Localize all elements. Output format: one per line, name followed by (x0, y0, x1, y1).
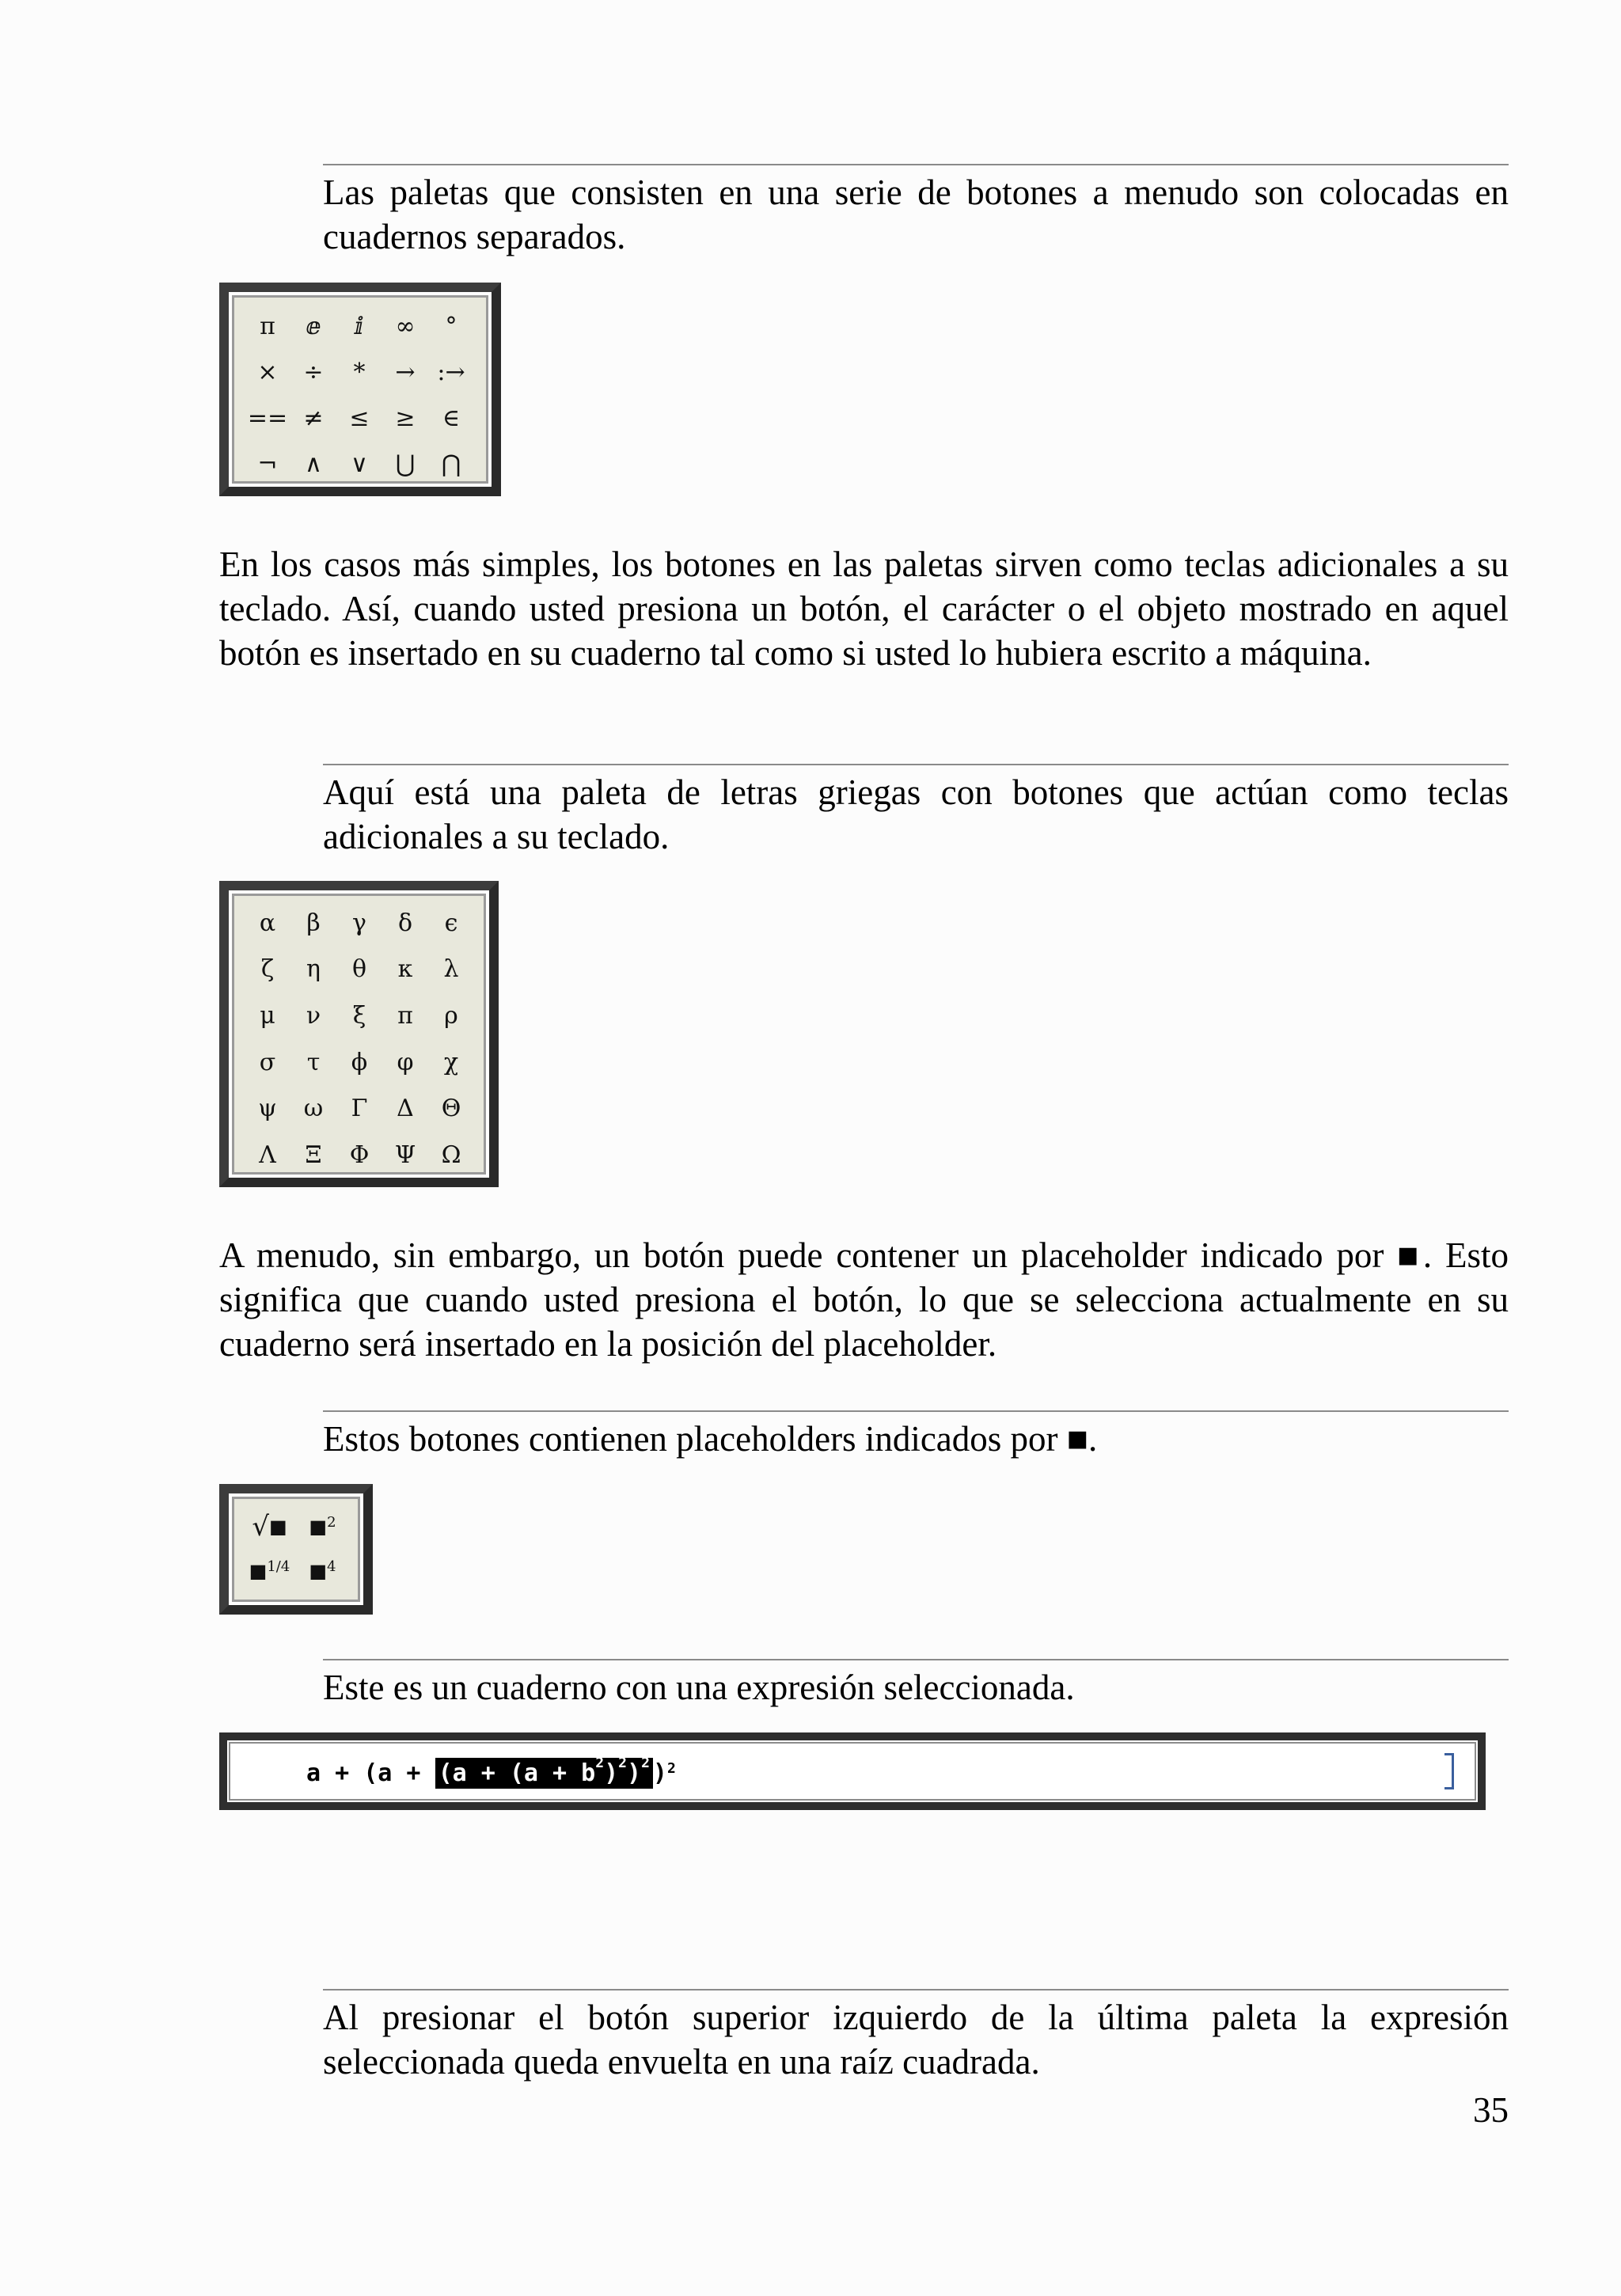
exponent: 2 (618, 1754, 627, 1771)
greek-letter-button[interactable]: Θ (441, 1095, 461, 1123)
fourth-root-button[interactable] (243, 1549, 296, 1593)
placeholder-square: ■ (249, 1560, 268, 1582)
symbol-button[interactable]: π (260, 312, 275, 340)
greek-letter-button[interactable]: λ (443, 955, 459, 984)
greek-letter-button[interactable]: ρ (444, 1002, 458, 1030)
greek-letter-button[interactable]: ϕ (351, 1048, 368, 1076)
greek-letter-button[interactable]: Ψ (394, 1141, 416, 1170)
greek-letter-button[interactable]: β (306, 909, 321, 937)
symbol-button[interactable]: ¬ (257, 450, 278, 478)
section-rule (323, 764, 1509, 765)
greek-letters-grid (245, 900, 474, 1178)
greek-letter-button[interactable]: μ (260, 1002, 275, 1030)
symbol-button[interactable]: ∈ (442, 404, 461, 432)
symbol-button[interactable]: ⋃ (395, 450, 416, 478)
paren: ) (604, 1759, 619, 1787)
basic-symbols-grid (245, 303, 474, 487)
symbol-button[interactable]: × (257, 358, 278, 386)
sqrt-symbol: √ (252, 1511, 269, 1543)
greek-letter-button[interactable]: θ (351, 955, 367, 984)
greek-letter-button[interactable]: Ω (441, 1141, 461, 1170)
symbol-button[interactable]: ≤ (349, 404, 370, 432)
exponent-4: 4 (327, 1558, 336, 1575)
exponent: 2 (595, 1754, 605, 1771)
symbol-button[interactable]: ° (445, 312, 457, 340)
symbol-button[interactable]: ⅇ (306, 312, 321, 340)
greek-letter-button[interactable]: τ (306, 1048, 321, 1076)
placeholder-square: ■ (309, 1560, 328, 1582)
square-button[interactable] (296, 1505, 349, 1549)
greek-letter-button[interactable]: δ (397, 909, 413, 937)
greek-letter-button[interactable]: ω (303, 1095, 324, 1123)
placeholder-grid (243, 1505, 349, 1593)
notebook-expression[interactable] (306, 1755, 676, 1791)
greek-letter-button[interactable]: σ (259, 1048, 276, 1076)
selected-expression[interactable] (435, 1754, 653, 1789)
symbol-button[interactable]: :→ (437, 358, 465, 386)
selected-text: (a + (a + b (438, 1759, 596, 1787)
greek-letter-button[interactable]: χ (443, 1048, 459, 1076)
greek-letter-button[interactable]: ζ (260, 955, 275, 984)
section-rule (323, 164, 1509, 165)
section-rule (323, 1410, 1509, 1412)
fourth-power-button[interactable] (296, 1549, 349, 1593)
paragraph-placeholder-buttons: Estos botones contienen placeholders indicados por ■. (323, 1419, 1098, 1459)
paragraph-placeholder: A menudo, sin embargo, un botón puede contener un placeholder indicado por ■. Esto significa que cuando usted presiona el botón, lo que se selecciona actualmente en su cuaderno será insertado en la posición del placeholder. (219, 1235, 1509, 1364)
exponent-quarter: 1/4 (267, 1558, 290, 1575)
greek-letters-palette (219, 881, 499, 1187)
paragraph-notebook: Este es un cuaderno con una expresión seleccionada. (323, 1668, 1075, 1707)
paragraph-simple-cases: En los casos más simples, los botones en las paletas sirven como teclas adicionales a su teclado. Así, cuando usted presiona un botón, el carácter o el objeto mostrado en aquel botón es insertado en su cuaderno tal como si usted lo hubiera escrito a máquina. (219, 545, 1509, 673)
symbol-button[interactable]: * (353, 358, 366, 386)
greek-letter-button[interactable]: Φ (349, 1141, 370, 1170)
symbol-button[interactable]: == (247, 404, 288, 432)
symbol-button[interactable]: ∧ (305, 450, 322, 478)
placeholder-palette (219, 1484, 373, 1615)
symbol-button[interactable]: ⅈ (355, 312, 364, 340)
symbol-button[interactable]: ⋂ (441, 450, 461, 478)
notebook-window[interactable] (219, 1732, 1486, 1810)
symbol-button[interactable]: → (395, 358, 416, 386)
greek-letter-button[interactable]: Ξ (305, 1141, 322, 1170)
section-rule (323, 1659, 1509, 1660)
placeholder-square: ■ (268, 1516, 287, 1538)
placeholder-square: ■ (309, 1516, 328, 1538)
greek-letter-button[interactable]: φ (397, 1048, 414, 1076)
greek-letter-button[interactable]: ξ (352, 1002, 366, 1030)
greek-letter-button[interactable]: π (397, 1002, 413, 1030)
paragraph-sqrt-result: Al presionar el botón superior izquierdo de la última paleta la expresión seleccionada queda envuelta en una raíz cuadrada. (323, 1998, 1509, 2082)
symbol-button[interactable]: ≠ (303, 404, 324, 432)
greek-letter-button[interactable]: ν (306, 1002, 321, 1030)
sqrt-button[interactable] (243, 1505, 296, 1549)
greek-letter-button[interactable]: η (306, 955, 321, 984)
symbol-button[interactable]: ∨ (351, 450, 368, 478)
exponent-2: 2 (327, 1513, 336, 1531)
outer-exponent: 2 (666, 1759, 676, 1777)
paren: ) (627, 1759, 642, 1787)
greek-letter-button[interactable]: κ (397, 955, 413, 984)
greek-letter-button[interactable]: γ (352, 909, 366, 937)
greek-letter-button[interactable]: ϵ (444, 909, 458, 937)
exponent: 2 (641, 1754, 650, 1771)
greek-letter-button[interactable]: Γ (351, 1095, 368, 1123)
symbol-button[interactable]: ∞ (395, 312, 416, 340)
symbol-button[interactable]: ÷ (303, 358, 324, 386)
symbol-button[interactable]: ≥ (395, 404, 416, 432)
greek-letter-button[interactable]: Δ (397, 1095, 414, 1123)
expression-suffix: ) (652, 1759, 667, 1787)
paragraph-greek-intro: Aquí está una paleta de letras griegas con botones que actúan como teclas adicionales a su teclado. (323, 772, 1509, 856)
greek-letter-button[interactable]: ψ (258, 1095, 277, 1123)
cell-bracket[interactable] (1444, 1753, 1454, 1789)
paragraph-intro: Las paletas que consisten en una serie de botones a menudo son colocadas en cuadernos separados. (323, 173, 1509, 256)
section-rule (323, 1989, 1509, 1990)
expression-prefix: a + (a + (306, 1759, 435, 1787)
greek-letter-button[interactable]: Λ (259, 1141, 276, 1170)
greek-letter-button[interactable]: α (259, 909, 276, 937)
page-number: 35 (1473, 2090, 1509, 2130)
basic-symbols-palette (219, 283, 501, 496)
